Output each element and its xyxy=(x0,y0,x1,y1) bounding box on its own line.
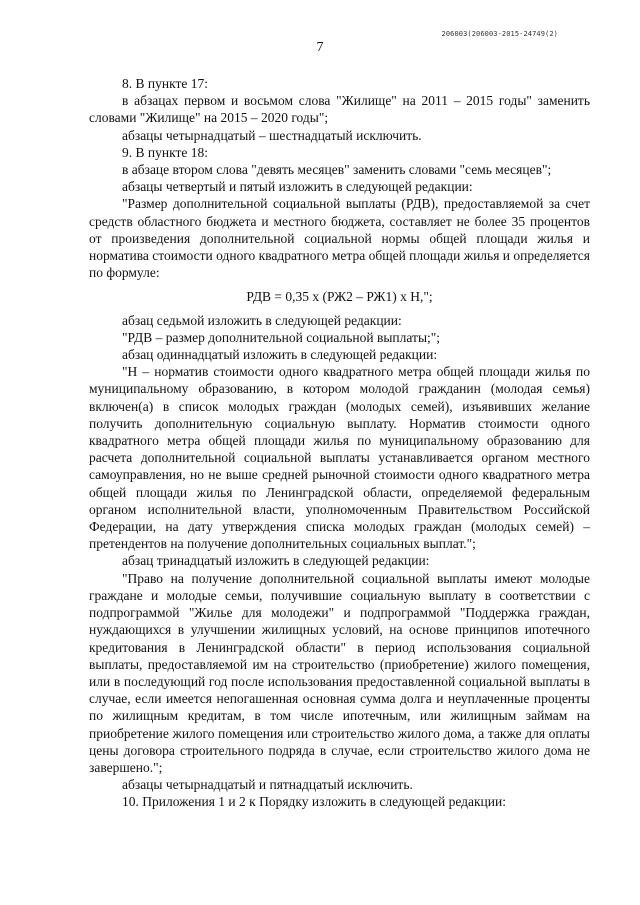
document-body xyxy=(89,75,590,811)
paragraph: абзац одиннадцатый изложить в следующей редакции: xyxy=(122,347,438,363)
paragraph: "Право на получение дополнительной социальной выплаты имеют молодые граждане и молодые семьи, получившие социальную выплату в соответствии с подпрограммой "Жилье для молодежи" и подпрограммой "Поддержка граждан, нуждающихся в улучшении жилищных условий, на основе принципов ипотечного кредитования в Ленинградской области" в период использования социальной выплаты, предоставляемой им на строительство (приобретение) жилого помещения, или в последующий год после использования предоставленной социальной выплаты в случае, если имеется непогашенная основная сумма долга и неуплаченные проценты по жилищным кредитам, в том числе ипотечным, или жилищным займам на приобретение жилого помещения или строительство жилого дома, а также для оплаты цены договора строительного подряда в случае, если строительство жилого дома не завершено."; xyxy=(89,570,590,775)
paragraph: "Н – норматив стоимости одного квадратного метра общей площади жилья по муниципальному образованию, в котором молодой гражданин (молодая семья) включен(а) в список молодых граждан (молодых семей), изъявивших желание получить дополнительную социальную выплату. Норматив стоимости одного квадратного метра общей площади жилья по муниципальному образованию для расчета дополнительной социальной выплаты устанавливается органом местного самоуправления, но не выше средней рыночной стоимости одного квадратного метра общей площади жилья по Ленинградской области, определяемой федеральным органом исполнительной власти, уполномоченным Правительством Российской Федерации, на дату утверждения списка молодых граждан (молодых семей) – претендентов на получение дополнительных социальных выплат."; xyxy=(89,364,590,552)
paragraph: в абзацах первом и восьмом слова "Жилище" на 2011 – 2015 годы" заменить словами "Жилище" на 2015 – 2020 годы"; xyxy=(89,93,590,126)
page-number: 7 xyxy=(316,40,324,55)
paragraph: 9. В пункте 18: xyxy=(122,144,208,160)
paragraph: 10. Приложения 1 и 2 к Порядку изложить в следующей редакции: xyxy=(122,794,506,810)
formula: РДВ = 0,35 х (РЖ2 – РЖ1) х Н,"; xyxy=(246,289,433,305)
paragraph: "РДВ – размер дополнительной социальной выплаты;"; xyxy=(122,329,441,345)
paragraph: 8. В пункте 17: xyxy=(122,76,208,91)
paragraph: абзацы четырнадцатый и пятнадцатый исключить. xyxy=(122,777,413,793)
paragraph: "Размер дополнительной социальной выплаты (РДВ), предоставляемой за счет средств областного бюджета и местного бюджета, составляет не более 35 процентов от произведения дополнительной социальной нормы общей площади жилья и норматива стоимости одного квадратного метра общей площади жилья и определяется по формуле: xyxy=(89,196,590,281)
paragraph: абзац тринадцатый изложить в следующей редакции: xyxy=(122,553,430,569)
paragraph: абзац седьмой изложить в следующей редакции: xyxy=(122,312,402,328)
document-reference-code: 206003(206003-2015-24749(2) xyxy=(441,30,558,38)
paragraph: абзацы четвертый и пятый изложить в следующей редакции: xyxy=(122,179,473,195)
paragraph: в абзаце втором слова "девять месяцев" заменить словами "семь месяцев"; xyxy=(122,162,552,178)
paragraph: абзацы четырнадцатый – шестнадцатый исключить. xyxy=(122,127,422,143)
